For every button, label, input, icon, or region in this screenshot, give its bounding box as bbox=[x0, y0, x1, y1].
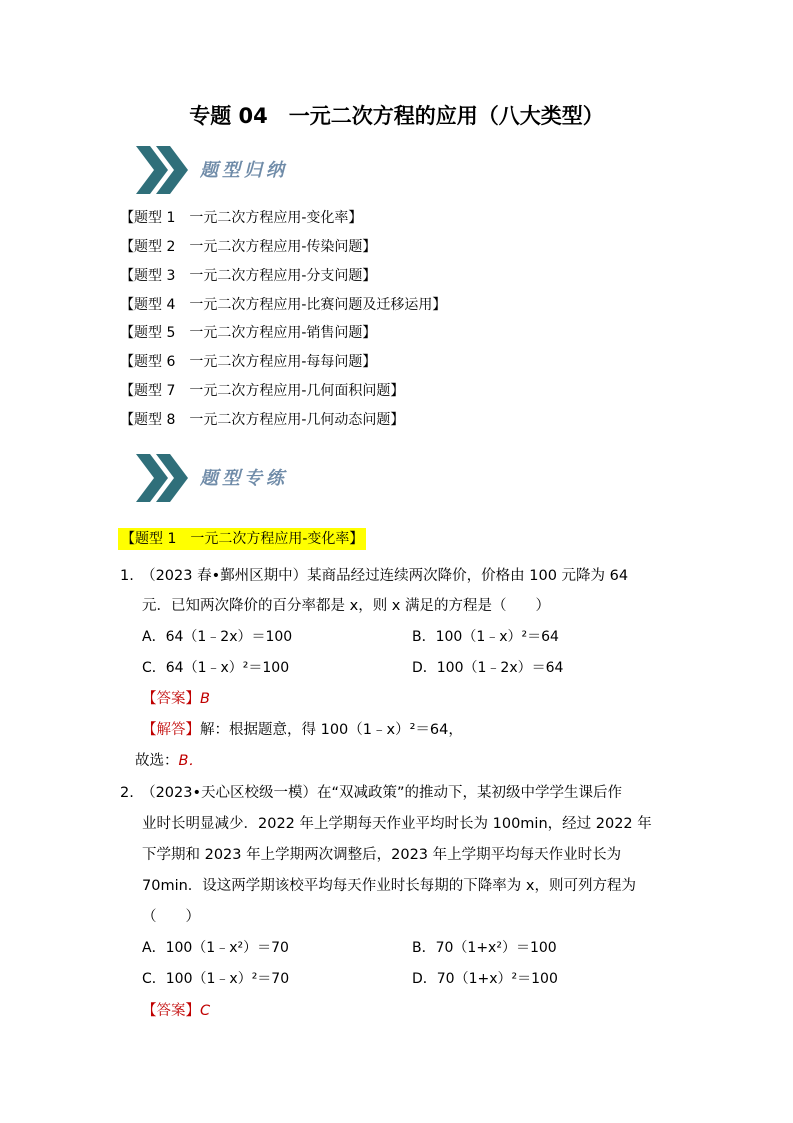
toc-item: 【题型 2 一元二次方程应用-传染问题】 bbox=[120, 239, 377, 255]
section-heading: 【题型 1 一元二次方程应用-变化率】 bbox=[118, 528, 366, 550]
section-banner-summary bbox=[134, 144, 354, 198]
question-1-text: 1. （2023 春•鄞州区期中）某商品经过连续两次降价，价格由 100 元降为 64 bbox=[120, 568, 629, 584]
toc-item: 【题型 7 一元二次方程应用-几何面积问题】 bbox=[120, 383, 405, 399]
toc-item: 【题型 6 一元二次方程应用-每每问题】 bbox=[120, 354, 377, 370]
answer-value: C bbox=[200, 1003, 211, 1019]
toc-item: 【题型 1 一元二次方程应用-变化率】 bbox=[120, 210, 363, 226]
conclusion-label: 故选： bbox=[135, 753, 179, 769]
question-2-answer bbox=[142, 1000, 210, 1022]
question-1-option-b: B．100（1﹣x）²＝64 bbox=[412, 629, 559, 645]
question-1-option-d: D．100（1﹣2x）＝64 bbox=[412, 660, 564, 676]
page-title: 专题 04 一元二次方程的应用（八大类型） bbox=[189, 104, 604, 128]
question-1-conclusion bbox=[135, 750, 203, 772]
solution-label: 【解答】 bbox=[142, 722, 200, 738]
question-2-option-b: B．70（1+x²）＝100 bbox=[412, 940, 557, 956]
section-banner-practice bbox=[134, 452, 354, 506]
question-2-option-d: D．70（1+x）²＝100 bbox=[412, 971, 558, 987]
question-2-option-c: C．100（1﹣x）²＝70 bbox=[142, 971, 290, 987]
double-chevron-icon bbox=[134, 144, 192, 196]
toc-item: 【题型 8 一元二次方程应用-几何动态问题】 bbox=[120, 412, 405, 428]
question-1-solution bbox=[142, 719, 463, 741]
toc-item: 【题型 4 一元二次方程应用-比赛问题及迁移运用】 bbox=[120, 297, 447, 313]
question-2-text: 2. （2023•天心区校级一模）在“双减政策”的推动下，某初级中学学生课后作 bbox=[120, 785, 623, 801]
answer-value: B bbox=[200, 691, 210, 707]
double-chevron-icon bbox=[134, 452, 192, 504]
question-2-text: 下学期和 2023 年上学期两次调整后，2023 年上学期平均每天作业时长为 bbox=[142, 847, 622, 863]
toc-item: 【题型 5 一元二次方程应用-销售问题】 bbox=[120, 325, 377, 341]
question-2-text: （ ） bbox=[142, 909, 200, 925]
question-2-text: 70min．设这两学期该校平均每天作业时长每期的下降率为 x，则可列方程为 bbox=[142, 878, 636, 894]
toc-item: 【题型 3 一元二次方程应用-分支问题】 bbox=[120, 268, 377, 284]
solution-text: 解：根据题意，得 100（1﹣x）²＝64， bbox=[200, 722, 463, 738]
banner-title: 题型归纳 bbox=[200, 160, 288, 181]
answer-label: 【答案】 bbox=[142, 691, 200, 707]
question-2-option-a: A．100（1﹣x²）＝70 bbox=[142, 940, 289, 956]
question-1-option-c: C．64（1﹣x）²＝100 bbox=[142, 660, 290, 676]
question-1-answer bbox=[142, 688, 210, 710]
answer-label: 【答案】 bbox=[142, 1003, 200, 1019]
question-1-option-a: A．64（1﹣2x）＝100 bbox=[142, 629, 293, 645]
question-1-text: 元．已知两次降价的百分率都是 x，则 x 满足的方程是（ ） bbox=[142, 598, 550, 614]
question-2-text: 业时长明显减少．2022 年上学期每天作业平均时长为 100min，经过 2022 年 bbox=[142, 816, 652, 832]
banner-title: 题型专练 bbox=[200, 468, 288, 489]
conclusion-value: B． bbox=[178, 753, 203, 769]
